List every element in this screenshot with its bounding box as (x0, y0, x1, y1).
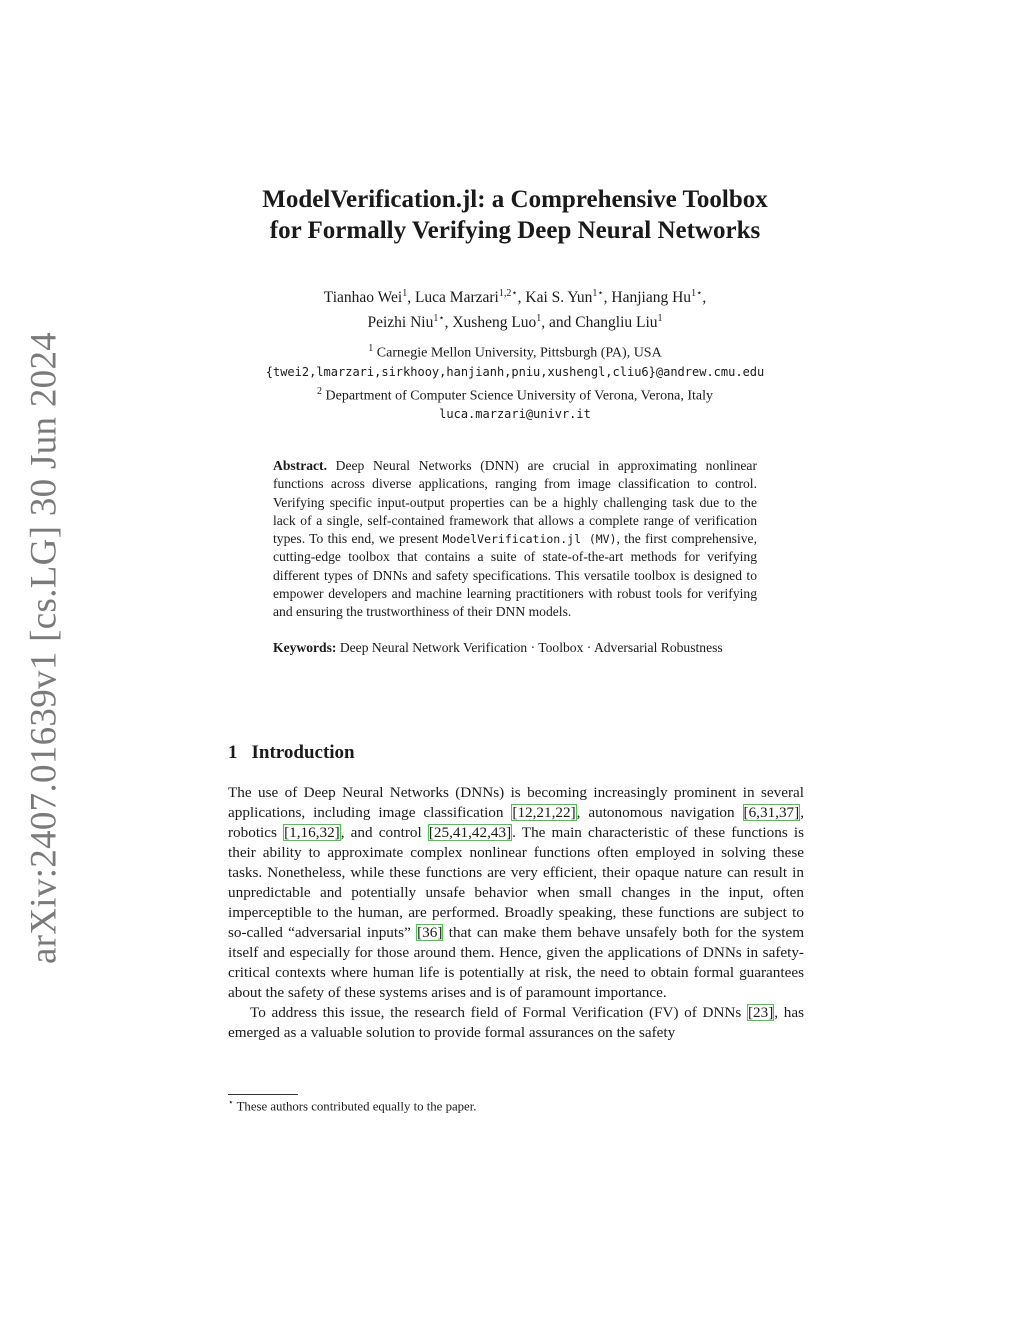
author-affil-mark: 1⋆ (433, 313, 445, 325)
section-title: Introduction (251, 742, 355, 763)
affiliation-institution: Department of Computer Science University of Verona, Verona, Italy (322, 388, 713, 404)
author-affil-mark: 1 (536, 313, 542, 325)
author-affil-mark: 1 (657, 313, 663, 325)
author-line-1 (180, 283, 850, 308)
author-affil-mark: 1⋆ (592, 288, 604, 299)
affiliation-2 (180, 382, 850, 406)
author-affil-mark: 1,2⋆ (498, 288, 518, 299)
author-name: , Kai S. Yun (517, 289, 593, 307)
citation-link[interactable]: [36] (417, 924, 443, 941)
intro-text: that can make them behave unsafely both for the system itself and especially for those around them. Hence, given the applications of DNNs in safety-critical contexts where human life is potentially at risk, the need to obtain formal guarantees about the safety of these systems arises and is of paramount importance. (228, 924, 805, 1001)
section-heading (228, 742, 355, 764)
keywords-paragraph (273, 639, 757, 657)
author-line-2 (180, 308, 850, 333)
abstract-block (273, 457, 757, 657)
footnote-rule (228, 1094, 298, 1095)
intro-text: , and control (340, 824, 428, 841)
author-name: , Xusheng Luo (444, 314, 537, 332)
paper-title (180, 184, 850, 246)
intro-text: , robotics (228, 804, 805, 841)
intro-text: To address this issue, the research field of Formal Verification (FV) of DNNs (250, 1004, 747, 1021)
affiliation-1-email[interactable]: {twei2,lmarzari,sirkhooy,hanjianh,pniu,xushengl,cliu6}@andrew.cmu.edu (265, 364, 765, 379)
abstract-text: Deep Neural Networks (DNN) are crucial in approximating nonlinear functions across diverse applications, ranging from image classification to control. Verifying specific input-output properties can be a highly challenging task due to the lack of a single, self-contained framework that allows a complete range of verification types. To this end, we present (273, 458, 757, 547)
intro-text: The use of Deep Neural Networks (DNNs) is becoming increasingly prominent in several applications, including image classification (228, 784, 804, 821)
keywords-text: Deep Neural Network Verification · Toolbox · Adversarial Robustness (336, 639, 723, 655)
introduction-body (228, 783, 804, 1043)
author-name: , Hanjiang Hu (603, 289, 692, 307)
intro-text: . The main characteristic of these functions is their ability to approximate complex nonlinear functions often employed in solving these tasks. Nonetheless, while these functions are very efficient, their opaque nature can result in unpredictable and potentially unsafe behavior when small changes in the input, often imperceptible to the human, are performed. Broadly speaking, these functions are subject to so-called “adversarial inputs” (228, 824, 804, 941)
section-number: 1 (228, 742, 238, 763)
footnote (228, 1097, 476, 1114)
footnote-mark: ⋆ (228, 1097, 234, 1107)
title-line-2: for Formally Verifying Deep Neural Networks (269, 217, 761, 244)
intro-paragraph-2 (228, 1003, 804, 1043)
title-line-1: ModelVerification.jl: a Comprehensive Toolbox (262, 186, 768, 213)
author-name: Peizhi Niu (367, 314, 434, 332)
author-list (180, 283, 850, 333)
author-name: Tianhao Wei (323, 289, 403, 307)
citation-link[interactable]: [25,41,42,43] (428, 824, 512, 841)
author-name: , Luca Marzari (407, 289, 499, 307)
intro-text: , autonomous navigation (576, 804, 743, 821)
affiliations (180, 339, 850, 424)
affiliation-2-email[interactable]: luca.marzari@univr.it (439, 407, 591, 422)
abstract-paragraph (273, 457, 757, 622)
author-separator: , (702, 289, 707, 307)
citation-link[interactable]: [23] (747, 1004, 774, 1021)
affiliation-mark: 2 (317, 385, 322, 397)
author-name: , and Changliu Liu (541, 314, 658, 332)
intro-paragraph-1 (228, 783, 804, 1003)
citation-link[interactable]: [6,31,37] (743, 804, 800, 821)
abstract-code-name: ModelVerification.jl (MV) (442, 532, 617, 547)
author-affil-mark: 1⋆ (691, 288, 703, 299)
affiliation-1 (180, 339, 850, 363)
footnote-text: These authors contributed equally to the paper. (233, 1099, 477, 1114)
affiliation-institution: Carnegie Mellon University, Pittsburgh (PA), USA (373, 345, 662, 361)
affiliation-mark: 1 (368, 343, 374, 354)
arxiv-identifier-stamp: arXiv:2407.01639v1 [cs.LG] 30 Jun 2024 (23, 331, 65, 965)
abstract-label: Abstract. (273, 458, 327, 473)
citation-link[interactable]: [1,16,32] (284, 824, 340, 841)
author-affil-mark: 1 (402, 288, 408, 299)
intro-text: , has emerged as a valuable solution to provide formal assurances on the safety (228, 1004, 805, 1041)
abstract-text: , the first comprehensive, cutting-edge toolbox that contains a suite of state-of-the-art methods for verifying different types of DNNs and safety specifications. This versatile toolbox is designed to empower developers and machine learning practitioners with robust tools for verifying and ensuring the trustworthiness of their DNN models. (273, 531, 757, 620)
citation-link[interactable]: [12,21,22] (512, 804, 576, 821)
keywords-label: Keywords: (273, 639, 337, 655)
